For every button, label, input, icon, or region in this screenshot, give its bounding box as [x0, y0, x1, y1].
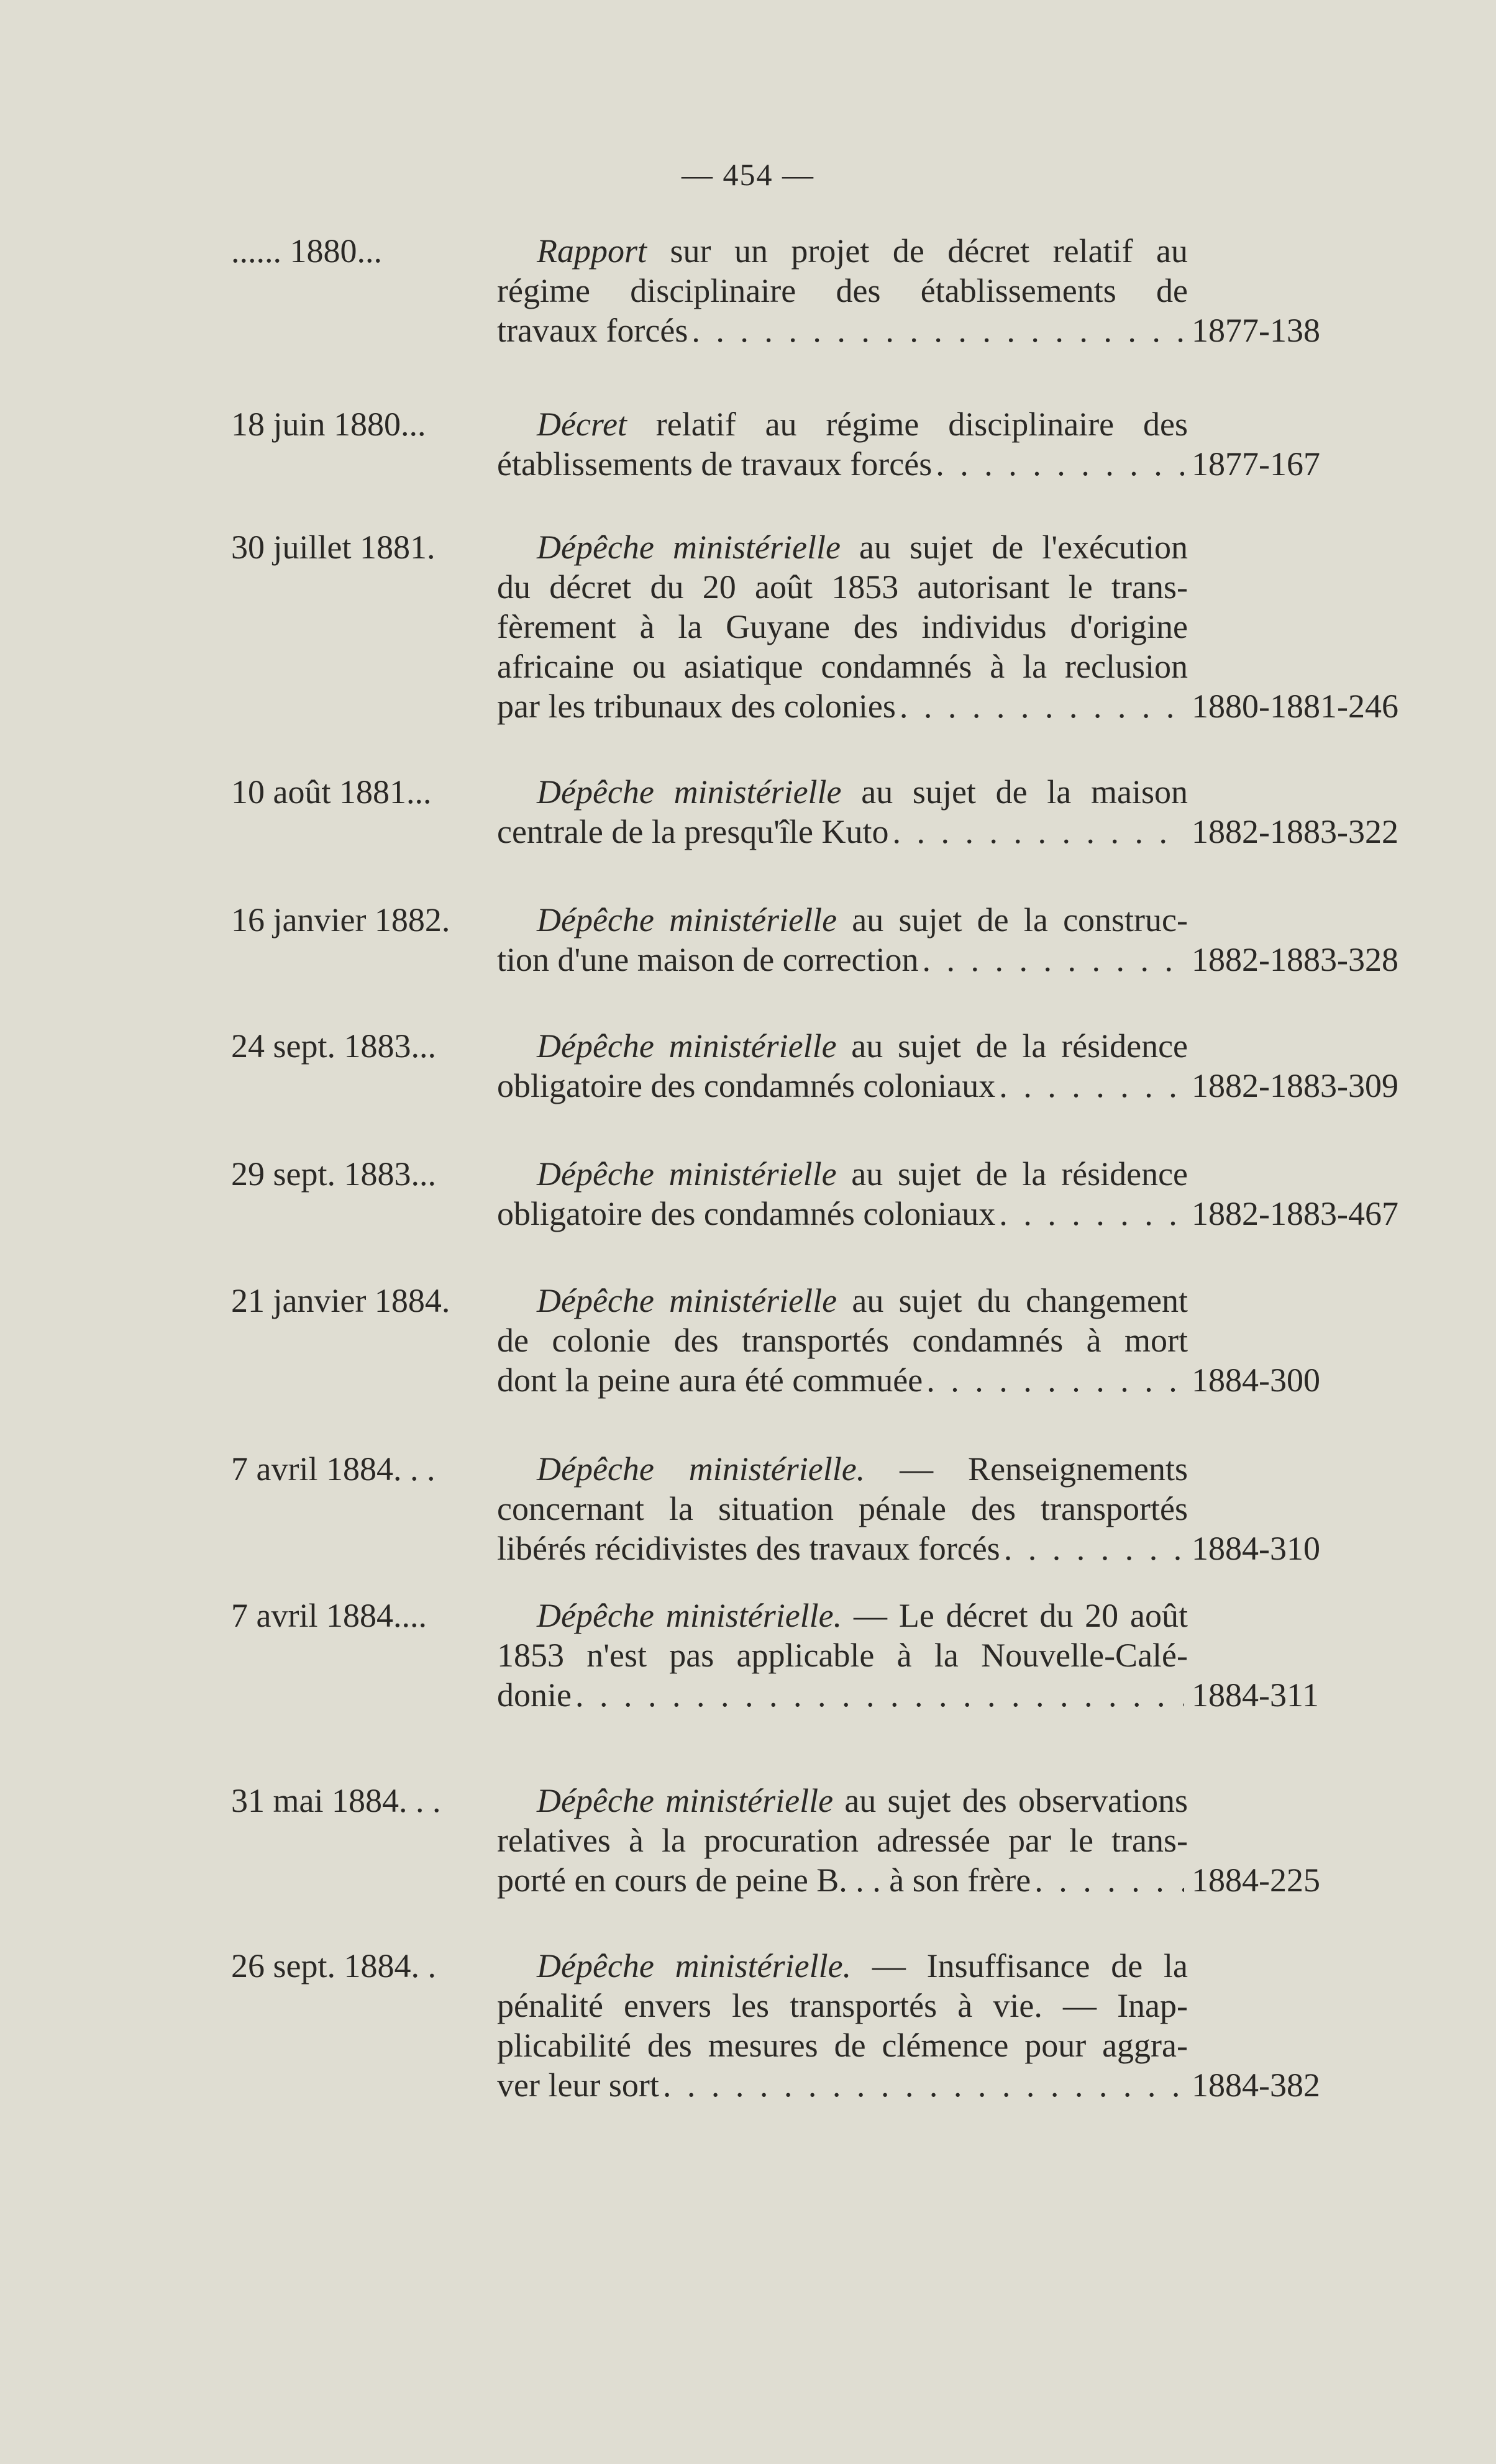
- entry-text-line: [497, 1821, 1188, 1860]
- document-type: Dépêche ministérielle: [537, 1782, 834, 1819]
- entry-text-segment: — Le décret du 20 août: [842, 1597, 1188, 1634]
- document-type: Dépêche ministérielle: [537, 901, 837, 939]
- entry-text-segment: relatif au régime disciplinaire des: [626, 406, 1188, 443]
- entry-text-line: [497, 812, 1188, 852]
- entry-reference: 1884-311: [1192, 1676, 1319, 1714]
- entry-text-line: [497, 1194, 1188, 1234]
- entry-text-segment: dont la peine aura été commuée: [497, 1362, 923, 1399]
- entry-text-segment: ver leur sort: [497, 2066, 659, 2104]
- entry-description: [497, 772, 1188, 852]
- entry-description: [497, 1596, 1188, 1715]
- dot-leader: [1004, 1529, 1184, 1568]
- page-number: — 454 —: [682, 157, 814, 192]
- entry-text-content: [497, 812, 888, 852]
- entry-text-segment: du décret du 20 août 1853 autorisant le trans-: [497, 568, 1188, 606]
- dot-leader: [900, 686, 1184, 726]
- document-type: Dépêche ministérielle: [537, 773, 842, 811]
- entry-text-segment: africaine ou asiatique condamnés à la reclusion: [497, 648, 1188, 685]
- entry-description: [497, 900, 1188, 980]
- entry-text-segment: obligatoire des condamnés coloniaux: [497, 1195, 996, 1232]
- entry-text-segment: travaux forcés: [497, 312, 688, 349]
- entry-description: [497, 1154, 1188, 1234]
- entry-text-segment: plicabilité des mesures de clémence pour aggra-: [497, 2027, 1188, 2064]
- dot-leader: [999, 1194, 1184, 1234]
- entry-reference: 1884-382: [1192, 2066, 1320, 2104]
- entry-text-line: [497, 1360, 1188, 1400]
- entry-text-segment: — Renseignements: [865, 1450, 1188, 1488]
- entry-text-content: [497, 1860, 1031, 1900]
- entry-text-segment: centrale de la presqu'île Kuto: [497, 813, 889, 850]
- entry-text-line: [497, 1066, 1188, 1106]
- document-type: Dépêche ministérielle.: [537, 1450, 865, 1488]
- document-type: Dépêche ministérielle: [537, 1282, 837, 1319]
- entry-text-line: [497, 1635, 1188, 1675]
- entry-text-content: [497, 940, 919, 980]
- entry-text-segment: libérés récidivistes des travaux forcés: [497, 1530, 1000, 1567]
- entry-reference: 1877-138: [1192, 312, 1320, 349]
- entry-date: 7 avril 1884....: [231, 1597, 427, 1634]
- entry-text-segment: au sujet du changement: [837, 1282, 1188, 1319]
- document-type: Rapport: [537, 232, 647, 270]
- entry-text-line: [497, 567, 1188, 607]
- entry-text-line: [497, 1529, 1188, 1568]
- entry-text-line: [497, 1596, 1188, 1635]
- entry-text-line: [497, 940, 1188, 980]
- entry-date: 29 sept. 1883...: [231, 1155, 436, 1193]
- entry-text-line: [497, 527, 1188, 567]
- entry-text-segment: établissements de travaux forcés: [497, 445, 933, 483]
- dot-leader: [1034, 1860, 1184, 1900]
- entry-text-line: [497, 900, 1188, 940]
- entry-text-segment: au sujet des observations: [833, 1782, 1188, 1819]
- entry-text-segment: régime disciplinaire des établissements de: [497, 272, 1188, 309]
- entry-text-line: [497, 1449, 1188, 1489]
- entry-text-line: [497, 1489, 1188, 1529]
- entry-description: [497, 1281, 1188, 1400]
- entry-text-segment: relatives à la procuration adressée par le trans-: [497, 1822, 1188, 1859]
- entry-description: [497, 527, 1188, 726]
- entry-text-line: [497, 1946, 1188, 1986]
- entry-text-line: [497, 1154, 1188, 1194]
- dot-leader: [663, 2065, 1184, 2105]
- entry-description: [497, 1781, 1188, 1900]
- entry-text-segment: fèrement à la Guyane des individus d'origine: [497, 608, 1188, 645]
- entry-text-segment: — Insuffisance de la: [851, 1947, 1188, 1984]
- entry-date: 7 avril 1884. . .: [231, 1450, 436, 1488]
- entry-date: 16 janvier 1882.: [231, 901, 450, 939]
- entry-text-content: [497, 1194, 995, 1234]
- entry-text-content: [497, 2065, 659, 2105]
- entry-reference: 1882-1883-467: [1192, 1195, 1398, 1232]
- entry-reference: 1884-225: [1192, 1862, 1320, 1899]
- entry-text-line: [497, 404, 1188, 444]
- entry-text-content: [497, 444, 932, 484]
- entry-reference: 1882-1883-328: [1192, 941, 1398, 978]
- entry-reference: 1882-1883-322: [1192, 813, 1398, 850]
- entry-text-line: [497, 686, 1188, 726]
- entry-text-line: [497, 444, 1188, 484]
- entry-text-segment: sur un projet de décret relatif au: [647, 232, 1188, 270]
- entry-text-line: [497, 1321, 1188, 1360]
- entry-description: [497, 231, 1188, 350]
- entry-text-segment: tion d'une maison de correction: [497, 941, 919, 978]
- entry-text-segment: pénalité envers les transportés à vie. — Inap-: [497, 1987, 1188, 2024]
- document-type: Dépêche ministérielle: [537, 529, 841, 566]
- entry-text-segment: au sujet de la résidence: [836, 1027, 1188, 1065]
- entry-description: [497, 1449, 1188, 1568]
- document-type: Dépêche ministérielle.: [537, 1947, 852, 1984]
- entry-text-line: [497, 1281, 1188, 1321]
- entry-text-content: [497, 311, 688, 350]
- entry-text-segment: donie: [497, 1676, 572, 1714]
- entry-text-segment: au sujet de l'exécution: [840, 529, 1188, 566]
- entry-text-segment: 1853 n'est pas applicable à la Nouvelle-Calé-: [497, 1637, 1188, 1674]
- entry-reference: 1884-310: [1192, 1530, 1320, 1567]
- entry-text-line: [497, 271, 1188, 311]
- entry-reference: 1880-1881-246: [1192, 688, 1398, 725]
- entry-text-segment: concernant la situation pénale des transportés: [497, 1490, 1188, 1527]
- entry-date: 24 sept. 1883...: [231, 1027, 436, 1065]
- dot-leader: [936, 444, 1184, 484]
- entry-text-line: [497, 1675, 1188, 1715]
- entry-date: 10 août 1881...: [231, 773, 432, 811]
- entry-text-line: [497, 647, 1188, 686]
- dot-leader: [691, 311, 1184, 350]
- entry-text-segment: de colonie des transportés condamnés à mort: [497, 1322, 1188, 1359]
- entry-text-line: [497, 1986, 1188, 2025]
- entry-date: ...... 1880...: [231, 232, 382, 270]
- document-type: Dépêche ministérielle: [537, 1155, 837, 1193]
- entry-date: 26 sept. 1884. .: [231, 1947, 436, 1984]
- document-type: Décret: [537, 406, 627, 443]
- document-type: Dépêche ministérielle.: [537, 1597, 842, 1634]
- entry-text-content: [497, 686, 896, 726]
- dot-leader: [926, 1360, 1184, 1400]
- entry-text-line: [497, 1781, 1188, 1821]
- entry-text-segment: obligatoire des condamnés coloniaux: [497, 1067, 996, 1104]
- entry-description: [497, 404, 1188, 484]
- entry-text-line: [497, 1026, 1188, 1066]
- entry-text-segment: au sujet de la résidence: [836, 1155, 1188, 1193]
- entry-text-line: [497, 231, 1188, 271]
- entry-reference: 1884-300: [1192, 1362, 1320, 1399]
- entry-text-segment: au sujet de la construc-: [837, 901, 1188, 939]
- entry-text-line: [497, 311, 1188, 350]
- document-type: Dépêche ministérielle: [537, 1027, 837, 1065]
- entry-text-content: [497, 1675, 572, 1715]
- entry-text-segment: par les tribunaux des colonies: [497, 688, 896, 725]
- entry-text-content: [497, 1529, 1000, 1568]
- entry-text-line: [497, 607, 1188, 647]
- entry-text-line: [497, 1860, 1188, 1900]
- entry-reference: 1882-1883-309: [1192, 1067, 1398, 1104]
- dot-leader: [575, 1675, 1184, 1715]
- entry-reference: 1877-167: [1192, 445, 1320, 483]
- entry-date: 30 juillet 1881.: [231, 529, 436, 566]
- entry-text-segment: porté en cours de peine B. . . à son frère: [497, 1862, 1031, 1899]
- dot-leader: [892, 812, 1184, 852]
- entry-text-content: [497, 1360, 923, 1400]
- dot-leader: [999, 1066, 1184, 1106]
- entry-text-line: [497, 772, 1188, 812]
- entry-description: [497, 1026, 1188, 1106]
- entry-text-content: [497, 1066, 995, 1106]
- entry-text-segment: au sujet de la maison: [841, 773, 1188, 811]
- entry-description: [497, 1946, 1188, 2105]
- entry-date: 21 janvier 1884.: [231, 1282, 450, 1319]
- entry-date: 18 juin 1880...: [231, 406, 426, 443]
- entry-text-line: [497, 2025, 1188, 2065]
- entry-text-line: [497, 2065, 1188, 2105]
- dot-leader: [923, 940, 1184, 980]
- entry-date: 31 mai 1884. . .: [231, 1782, 441, 1819]
